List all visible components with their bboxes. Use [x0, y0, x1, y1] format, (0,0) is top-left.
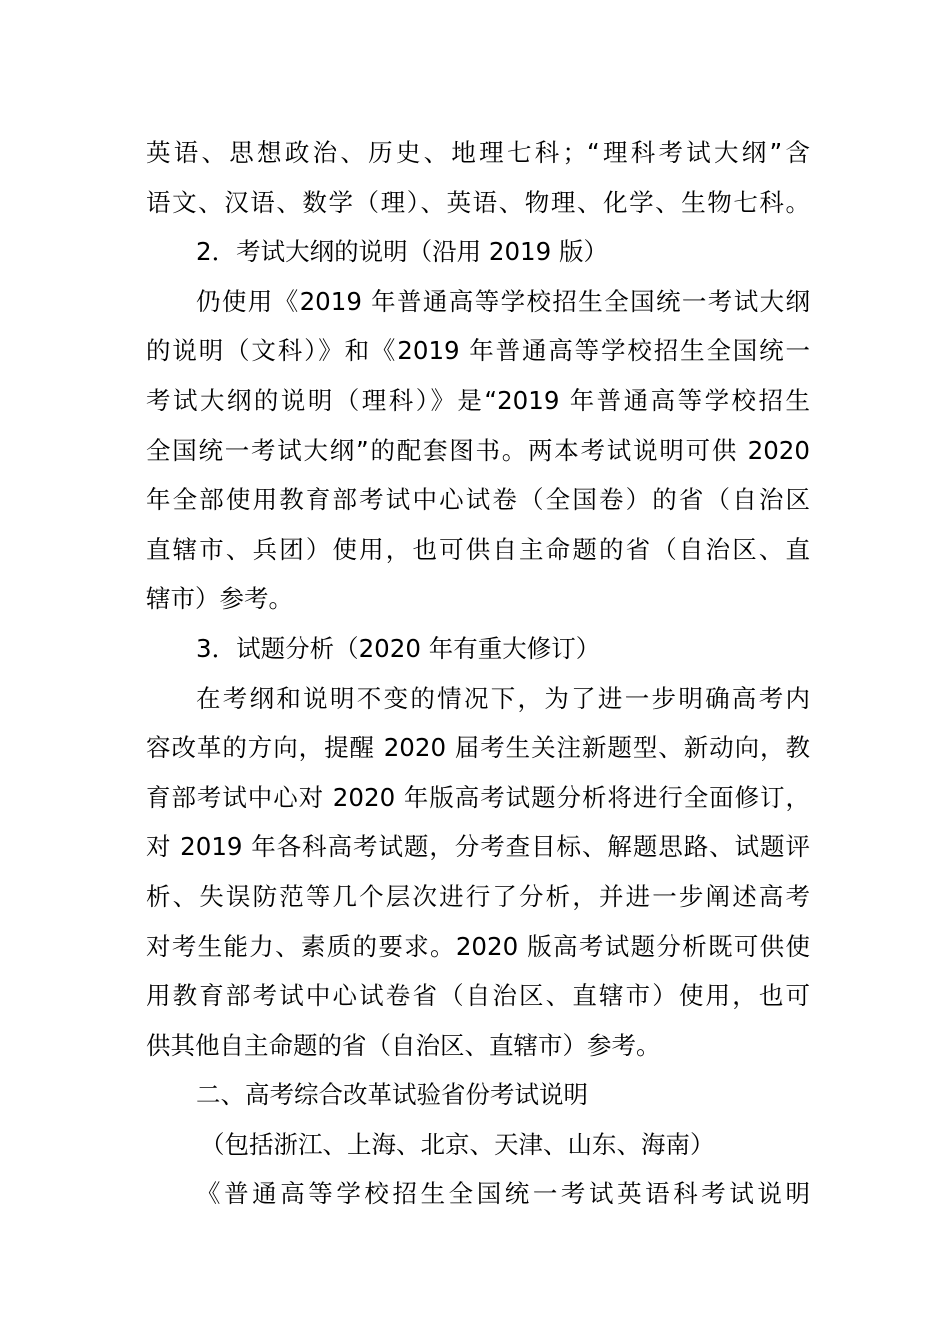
body-line-10: 辖市）参考。: [146, 584, 293, 614]
body-line-9: 直辖市、兵团）使用，也可供自主命题的省（自治区、直: [146, 534, 810, 564]
document-body: [146, 128, 810, 1219]
body-line-14: 育部考试中心对 2020 年版高考试题分析将进行全面修订，: [146, 782, 810, 812]
body-line-4: 仍使用《2019 年普通高等学校招生全国统一考试大纲: [196, 286, 810, 316]
body-line-19: 供其他自主命题的省（自治区、直辖市）参考。: [146, 1030, 661, 1060]
body-line-17: 对考生能力、素质的要求。2020 版高考试题分析既可供使: [146, 931, 810, 961]
body-line-12: 在考纲和说明不变的情况下，为了进一步明确高考内: [196, 683, 810, 713]
body-line-2: 语文、汉语、数学（理）、英语、物理、化学、生物七科。: [146, 187, 810, 217]
body-line-8: 年全部使用教育部考试中心试卷（全国卷）的省（自治区: [146, 485, 810, 515]
body-line-18: 用教育部考试中心试卷省（自治区、直辖市）使用，也可: [146, 981, 810, 1011]
section-subtitle: （包括浙江、上海、北京、天津、山东、海南）: [200, 1129, 715, 1159]
section-heading-second: 二、高考综合改革试验省份考试说明: [196, 1080, 588, 1110]
body-line-7: 全国统一考试大纲”的配套图书。两本考试说明可供 2020: [146, 435, 810, 465]
body-line-5: 的说明（文科）》和《2019 年普通高等学校招生全国统一: [146, 336, 810, 366]
section-heading-3: 3．试题分析（2020 年有重大修订）: [196, 633, 601, 663]
body-line-13: 容改革的方向，提醒 2020 届考生关注新题型、新动向，教: [146, 733, 810, 763]
section-heading-2: 2．考试大纲的说明（沿用 2019 版）: [196, 237, 609, 267]
body-line-16: 析、失误防范等几个层次进行了分析，并进一步阐述高考: [146, 881, 810, 911]
body-line-6: 考试大纲的说明（理科）》是“2019 年普通高等学校招生: [146, 385, 810, 415]
body-line-1: 英语、思想政治、历史、地理七科；“理科考试大纲”含: [146, 138, 810, 167]
body-line-22: 《普通高等学校招生全国统一考试英语科考试说明: [196, 1179, 810, 1209]
body-line-15: 对 2019 年各科高考试题，分考查目标、解题思路、试题评: [146, 832, 810, 862]
